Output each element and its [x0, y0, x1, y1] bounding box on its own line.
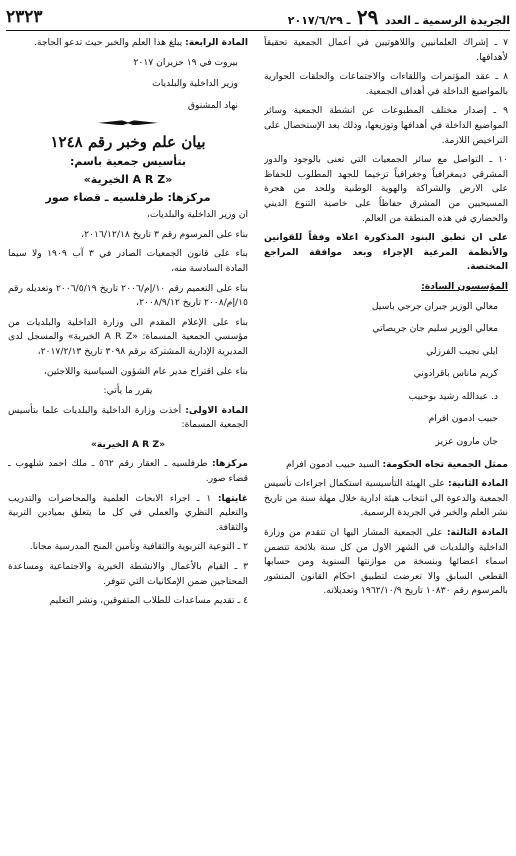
notice-subtitle: بتأسيس جمعية باسم: [69, 155, 187, 169]
decides-heading: يقرر ما يأتي: [103, 385, 153, 397]
goal-4: ٤ ـ تقديم مساعدات للطلاب المتفوقين، ونشر التعليم [49, 595, 248, 607]
founder-name: معالي الوزير جبران جرجي باسيل [371, 300, 498, 312]
article-2-label: المادة الثانية: [448, 478, 508, 490]
headquarters-text: طرفلسيه ـ العقار رقم ٥٦٢ ـ ملك احمد شلهوب ـ قضاء صور. [8, 458, 248, 485]
rep-text: السيد حبيب ادمون افرام [286, 458, 380, 470]
preamble-5: بناء على الإعلام المقدم الى وزارة الداخلية والبلديات من مؤسسي الجمعية المسماة: «A R Z الخيرية» والمسجل لدى المديرية الإدارية المشتركة برقم ٣٠٩٨ تاريخ ٢٠١٧/٢/١٣، [8, 316, 248, 357]
founder-name: معالي الوزير سليم جان جريصاتي [372, 323, 498, 335]
article-3-label: المادة الثالثة: [446, 527, 508, 539]
government-representative [264, 458, 508, 473]
goal-3: ٣ ـ القيام بالأعمال والانشطة الخيرية والاجتماعية ومساعدة المحتاجين ضمن الإمكانيات التي تتوفر. [8, 561, 248, 587]
goal-2: ٢ ـ التوعية التربوية والثقافية وتأمين المنح المدرسية مجانا. [29, 541, 248, 553]
founder-name: د. عبدالله رشيد بوحبيب [408, 390, 498, 402]
article-1-text: أخذت وزارة الداخلية والبلديات علما بتأسيس الجمعية المسماة: [8, 404, 248, 431]
article-1 [8, 404, 248, 433]
gazette-heading [288, 5, 510, 29]
headquarters-label: مركزها: [212, 458, 248, 470]
association-name-repeat: «A R Z الخيرية» [90, 438, 166, 450]
founder-name: جان مارون عزيز [435, 436, 498, 448]
founder-name: كريم ماناس باقرادوني [413, 368, 498, 380]
goal-7: ٧ ـ إشراك العلمانيين واللاهوتيين في أعمال الجمعية تحقيقاً لأهدافها. [264, 37, 508, 63]
article-4 [8, 36, 248, 51]
founder-name: حبيب ادمون افرام [428, 413, 498, 425]
goals-text: ١ ـ اجراء الابحاث العلمية والمحاضرات والتدريب والتعليم النظري والعملي في كل ما يتعلق بميادين التربية والثقافة. [8, 492, 248, 533]
preamble-4: بناء على التعميم رقم ١٠/إم/٢٠٠٦ تاريخ ٢٠٠٦/٥/١٩ وتعديله رقم ١٥/إم/٢٠٠٨ تاريخ ٢٠٠٨/٩/١٢، [8, 282, 248, 309]
article-1-label: المادة الاولى: [185, 404, 248, 416]
issue-date: ـ ٢٠١٧/٦/٢٩ [287, 14, 351, 27]
rep-label: ممثل الجمعية تجاه الحكومة: [382, 458, 508, 470]
article-4-label: المادة الرابعة: [185, 37, 248, 48]
founders-title: المؤسسون السادة: [421, 280, 508, 292]
right-column [264, 36, 508, 852]
preamble-3: بناء على قانون الجمعيات الصادر في ٣ آب ١٩٠٩ ولا سيما المادة السادسة منه، [8, 248, 248, 274]
place-date: بيروت في ١٩ حزيران ٢٠١٧ [133, 56, 238, 68]
preamble-6: بناء على اقتراح مدير عام الشؤون السياسية واللاجئين، [43, 365, 248, 377]
issue-number: ٢٩ [356, 5, 379, 29]
compliance-clause: على ان تطبق البنود المذكورة اعلاه وفقاً للقوانين والأنظمة المرعية الإجراء وبعد موافقة المراجع المختصة. [264, 232, 508, 273]
association-headquarters: مركزها: طرفلسيه ـ قضاء صور [45, 190, 211, 204]
article-3-text: على الجمعية المشار اليها ان تتقدم من وزارة الداخلية والبلديات في الشهر الاول من كل سنة بلائحة تتضمن اسماء اعضائها وبنسخة من موازنتها السنوية ومن حسابها القطعي السابق والا تعرضت لتطبيق احكام القانون المنشور بالمرسوم رقم ١٠٨٣٠ تاريخ ١٩٦٢/١٠/٩ وتعديلاته. [264, 527, 508, 597]
headquarters-detail [8, 457, 248, 486]
goal-8: ٨ ـ عقد المؤتمرات واللقاءات والاجتماعات والحلقات الحوارية بالمواضيع الداخلة في أهداف الجمعية. [264, 71, 508, 97]
goal-10: ١٠ ـ التواصل مع سائر الجمعيات التي تعنى بالوجود والدور المشرقي ديمغرافياً وجغرافياً تزخيما للجهد المطلوب للحفاظ على الارض والشراكة والهوية الوطنية وللحد من هجرة المسيحيين من المشرق حفاظاً على خاصية التنوع الديني والحضاري في هذه المنطقة من العالم. [264, 154, 508, 224]
preamble-1: ان وزير الداخلية والبلديات، [146, 209, 248, 221]
notice-title: بيان علم وخبر رقم ١٢٤٨ [50, 133, 206, 152]
preamble-2: بناء على المرسوم رقم ٣ تاريخ ٢٠١٦/١٢/١٨، [81, 228, 248, 240]
page-header [6, 4, 510, 31]
page-number: ٢٣٢٣ [6, 7, 43, 27]
association-name: «A R Z الخيرية» [83, 172, 173, 186]
gazette-title: الجريدة الرسمية ـ العدد [384, 14, 510, 27]
goals-label: غايتها: [217, 492, 248, 504]
article-3 [264, 526, 508, 599]
article-2 [264, 477, 508, 521]
goals-1 [8, 492, 248, 536]
goal-9: ٩ ـ إصدار مختلف المطبوعات عن انشطة الجمعية وسائر المواضيع الداخلة في أهدافها وتوزيعها، وذلك بعد الإستحصال على التراخيص اللازمة. [264, 105, 508, 146]
left-column [8, 36, 248, 852]
article-4-text: يبلغ هذا العلم والخبر حيث تدعو الحاجة. [33, 37, 183, 48]
article-2-text: على الهيئة التأسيسية استكمال اجراءات تأسيس الجمعية والدعوة الى انتخاب هيئة ادارية خلال مهلة سنة من تاريخ نشر العلم والخبر في الجريدة الرسمية. [264, 478, 508, 519]
minister-title: وزير الداخلية والبلديات [152, 78, 238, 90]
founder-name: ايلي نجيب الفرزلي [426, 345, 498, 357]
minister-name: نهاد المشنوق [187, 99, 238, 111]
section-divider [98, 120, 158, 125]
